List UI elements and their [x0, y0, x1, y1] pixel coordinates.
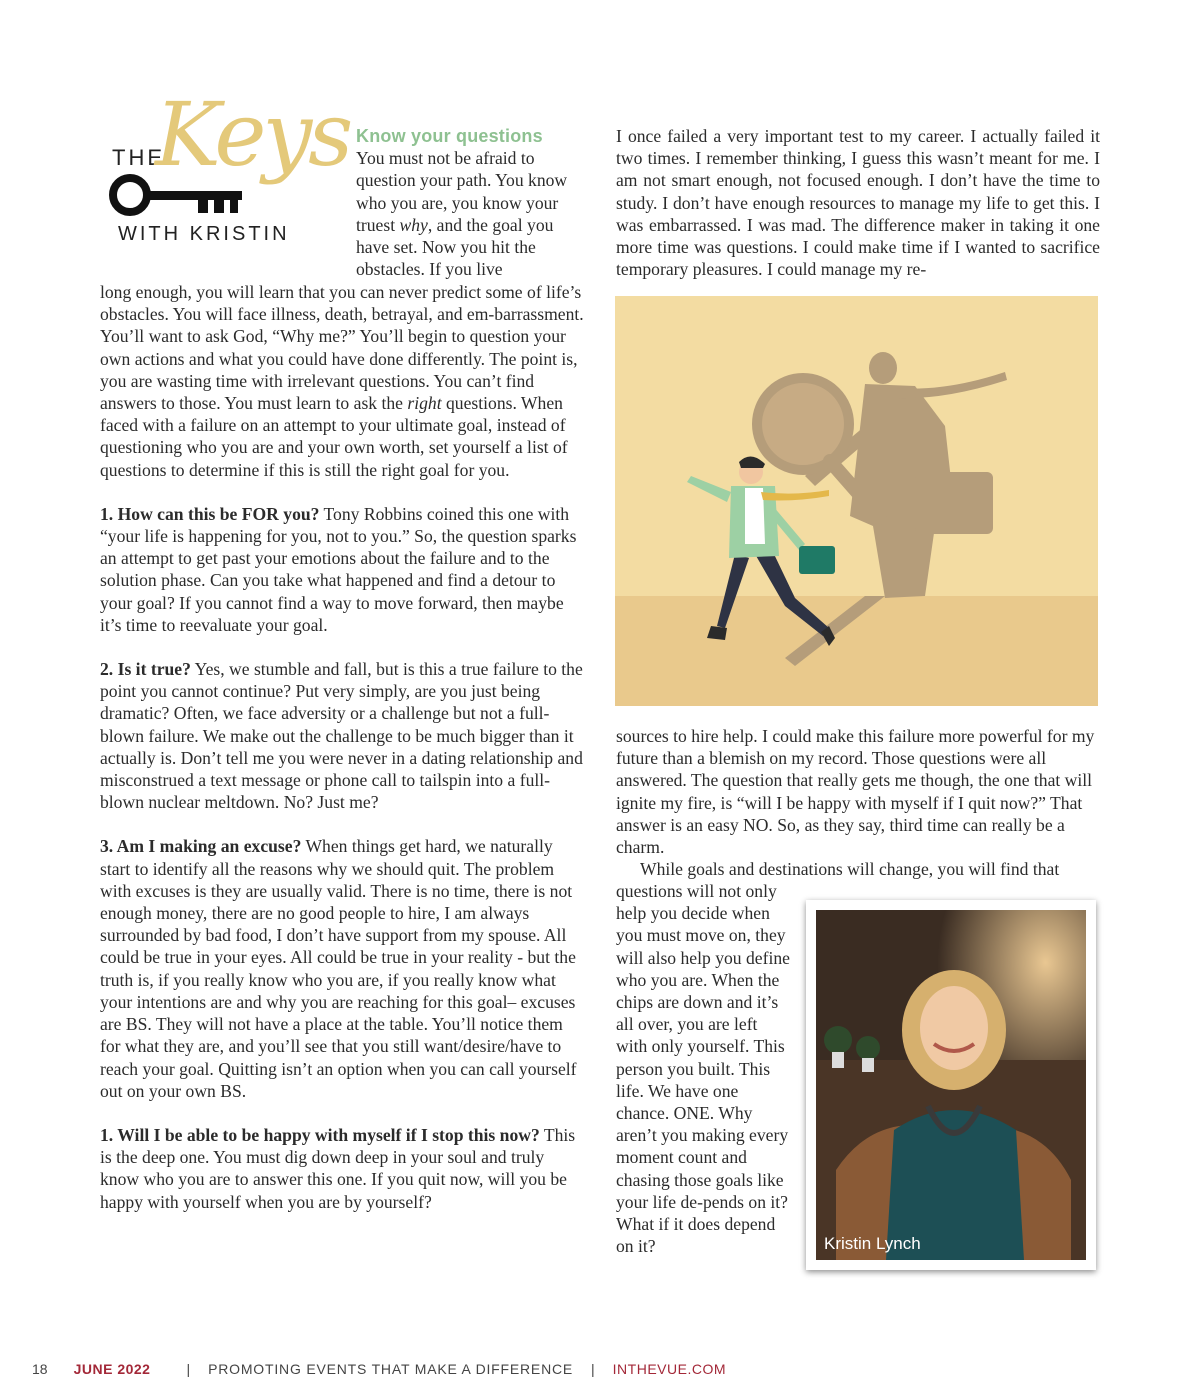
- question-4: [100, 1124, 584, 1213]
- body-text: long enough, you will learn that you can never predict some of life’s obstacles. You will face illness, death, betrayal, and em-barrassment. You’ll want to ask God, “Why me?” You’ll begin to question your own actions and what you could have done differently. The point is, you are wasting time with irrelevant questions. You can’t find answers to those. You must learn to ask the: [100, 282, 584, 414]
- question-1: [100, 503, 584, 636]
- question-4-text: This is the deep one. You must dig down deep in your soul and truly know who you are to answer this one. If you quit now, will you be happy with yourself when you are by yourself?: [100, 1124, 576, 1212]
- logo-with-kristin: WITH KRISTIN: [118, 223, 290, 245]
- body-paragraph: sources to hire help. I could make this failure more powerful for my future than a blemish on my record. Those questions were all answered. The question that really gets me though, the one that will ignite my fire, is “will I be happy with myself if I quit now?” That answer is an easy NO. So, as they say, third time can really be a charm.: [616, 726, 1095, 858]
- question-1-text: Tony Robbins coined this one with “your life is happening for you, not to you.” So, the question sparks an attempt to get past your emotions about the failure and to the solution phase. Can you take what happened and find a detour to your goal? If you cannot find a way to move forward, then maybe it’s time to reevaluate your goal.: [100, 503, 577, 635]
- emphasis-right: right: [407, 393, 442, 414]
- right-column-bottom: [616, 725, 1100, 880]
- footer-tagline: PROMOTING EVENTS THAT MAKE A DIFFERENCE: [208, 1361, 574, 1377]
- question-3-heading: 3. Am I making an excuse?: [100, 836, 302, 857]
- illustration-man-with-shadow: [615, 296, 1098, 706]
- intro-text: You must not be afraid to question your path. You know who you are, you know your truest: [356, 148, 568, 235]
- column-logo: [100, 83, 350, 255]
- body-paragraph-indented: While goals and destinations will change, you will find that: [640, 859, 1060, 880]
- issue-date: JUNE 2022: [73, 1361, 151, 1377]
- intro-block: [356, 125, 581, 280]
- footer-separator: |: [591, 1361, 595, 1377]
- question-3: [100, 835, 584, 1101]
- question-3-text: When things get hard, we naturally start to identify all the reasons why we should quit. The problem with excuses is they are usually valid. There is no time, there is not enough money, there are no good people to hire, I am always surrounded by bad food, I don’t have support from my spouse. All could be true in your eyes. All could be true in your reality - but the truth is, if you really know who you are, if you really know what your intentions are and why you are reaching for this goal– excuses are BS. They will not have a place at the table. You’ll notice them for what they are, and you’ll see that you still want/desire/have to reach your goal. Quitting isn’t an option when you can call yourself out on your own BS.: [100, 836, 577, 1101]
- intro-text-end: , and the goal you have set. Now you hit the obstacles. If you live: [356, 214, 554, 280]
- intro-paragraph: [356, 147, 581, 280]
- question-2-text: Yes, we stumble and fall, but is this a true failure to the point you cannot continue? Put very simply, are you just being dramatic? Often, we face adversity or a challenge but not a full-blown failure. We make out the challenge to be much bigger than it actually is. Don’t tell me you were never in a dating relationship and misconstrued a text message or phone call to tailspin into a full-blown nuclear meltdown. No? Just me?: [100, 659, 583, 813]
- body-paragraph: I once failed a very important test to my career. I actually failed it two times. I remember thinking, I guess this wasn’t meant for me. I am not smart enough, not focused enough. I don’t have the time to study. I don’t have enough resources to manage my life to get this. I was embarrassed. I was mad. The difference maker in taking it one more time was questions. I could make time if I wanted to sacrifice temporary pleasures. I could manage my re-: [616, 126, 1100, 280]
- photo-caption: Kristin Lynch: [824, 1234, 921, 1253]
- intro-why: why: [399, 214, 428, 235]
- logo-keys: Keys: [155, 83, 350, 186]
- question-4-heading: 1. Will I be able to be happy with myself if I stop this now?: [100, 1124, 540, 1145]
- body-paragraph: questions will not only help you decide when you must move on, they will also help you define who you are. When the chips are down and it’s all over, you are left with only yourself. This person you built. This life. We have one chance. ONE. Why aren’t you making every moment count and chasing those goals like your life de-pends on it? What if it does depend on it?: [616, 881, 790, 1257]
- page-number: 18: [32, 1361, 48, 1377]
- body-text: questions. When faced with a failure on an attempt to your ultimate goal, instead of questioning who you are and your own worth, set yourself a list of questions to determine if this is still the right goal for you.: [100, 393, 568, 480]
- question-2: [100, 658, 584, 813]
- question-1-heading: 1. How can this be FOR you?: [100, 503, 320, 524]
- question-2-heading: 2. Is it true?: [100, 659, 191, 680]
- left-column: [100, 281, 584, 1213]
- footer-website[interactable]: INTHEVUE.COM: [612, 1361, 727, 1377]
- key-icon: [108, 173, 248, 217]
- logo-the: THE: [112, 145, 165, 170]
- body-paragraph: [100, 281, 584, 481]
- right-column-top: [616, 125, 1100, 280]
- right-column-narrow: [616, 880, 791, 1257]
- author-photo-frame: [806, 900, 1096, 1270]
- page-footer: [32, 1361, 726, 1377]
- section-heading: Know your questions: [356, 126, 543, 146]
- author-photo: [816, 910, 1086, 1260]
- footer-separator: |: [186, 1361, 191, 1377]
